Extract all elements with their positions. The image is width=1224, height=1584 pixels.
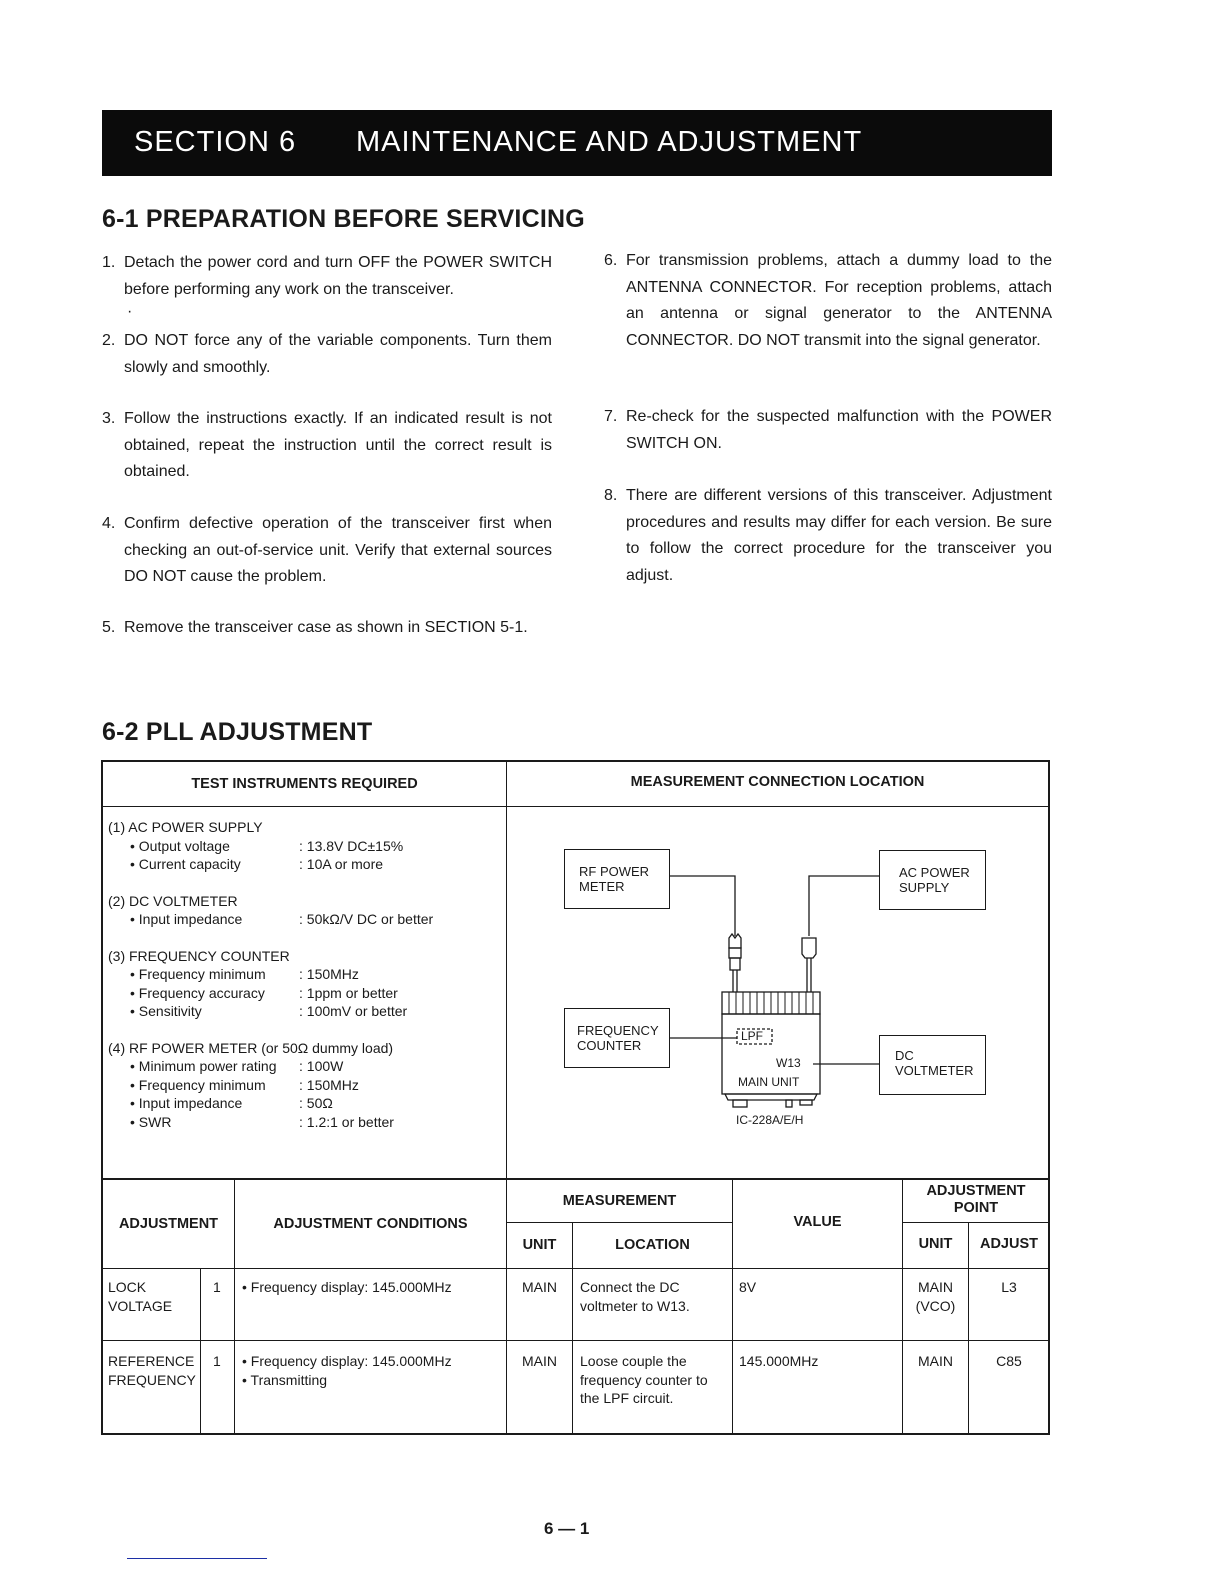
dc-voltmeter-box: [879, 1035, 986, 1095]
spec-key: • SWR: [130, 1113, 172, 1130]
list-item: [102, 406, 552, 486]
adjustment-point-header: ADJUSTMENT POINT: [926, 1183, 1026, 1216]
box-label: AC POWER: [899, 865, 970, 880]
rf-power-meter-box: [564, 849, 670, 909]
spec-row: [108, 1076, 503, 1095]
location-header: LOCATION: [615, 1237, 690, 1253]
spec-value: : 50Ω: [299, 1095, 333, 1111]
list-item: [604, 404, 1052, 457]
spec-value: : 150MHz: [299, 966, 359, 982]
page-number: 6 — 1: [544, 1519, 590, 1538]
ac-power-supply-box: [879, 850, 986, 910]
measurement-unit-header: UNIT: [522, 1237, 557, 1253]
adjust-header: ADJUST: [979, 1236, 1038, 1252]
cell-line: Connect the DC: [580, 1279, 680, 1295]
spec-row: [108, 910, 503, 929]
stray-dot: ·: [127, 303, 133, 320]
spec-row: [108, 1057, 503, 1076]
instruments-header: TEST INSTRUMENTS REQUIRED: [191, 776, 418, 792]
spec-row: [108, 984, 503, 1003]
measurement-header: MEASUREMENT: [562, 1193, 677, 1209]
item-text: Confirm defective operation of the transceiver first when checking an out-of-service unit. Verify that external sources DO NOT cause the problem.: [124, 515, 552, 585]
adj-unit-cell: [903, 1278, 968, 1315]
item-text: Re-check for the suspected malfunction with the POWER SWITCH ON.: [626, 408, 1052, 452]
box-label: COUNTER: [577, 1038, 642, 1053]
box-label: DC: [895, 1048, 914, 1063]
box-label: SUPPLY: [899, 880, 950, 895]
spec-key: • Sensitivity: [130, 1003, 202, 1019]
step-cell: 1: [213, 1279, 221, 1295]
spec-row: [108, 837, 503, 856]
cell-line: VOLTAGE: [108, 1297, 173, 1314]
section-number: SECTION 6: [134, 126, 297, 158]
item-number: 1.: [102, 254, 116, 271]
cell-line: LOCK: [108, 1279, 147, 1295]
conditions-cell: [242, 1278, 452, 1297]
cell-line: (VCO): [915, 1297, 956, 1314]
cell-line: voltmeter to W13.: [580, 1297, 690, 1314]
item-text: DO NOT force any of the variable components. Turn them slowly and smoothly.: [124, 332, 552, 376]
item-text: Remove the transceiver case as shown in SECTION 5-1.: [124, 619, 528, 636]
model-label: IC-228A/E/H: [736, 1113, 804, 1127]
spec-key: • Frequency minimum: [130, 1076, 266, 1093]
lpf-label: LPF: [741, 1029, 764, 1043]
adj-unit-header: UNIT: [918, 1236, 953, 1252]
cell-line: REFERENCE: [108, 1353, 195, 1369]
cell-line: frequency counter to: [580, 1371, 708, 1388]
spec-row: [108, 965, 503, 984]
spec-key: • Input impedance: [130, 911, 243, 927]
value-header: VALUE: [793, 1214, 842, 1230]
heading-6-2: 6-2 PLL ADJUSTMENT: [102, 718, 373, 746]
spec-key: • Current capacity: [130, 856, 241, 872]
item-text: Follow the instructions exactly. If an indicated result is not obtained, repeat the instruction until the correct result is obtained.: [124, 410, 552, 480]
conditions-cell: [242, 1352, 452, 1389]
item-text: For transmission problems, attach a dummy load to the ANTENNA CONNECTOR. For reception problems, attach an antenna or signal generator to the ANTENNA CONNECTOR. DO NOT transmit into the signal generator.: [626, 252, 1052, 349]
value-cell: 8V: [739, 1279, 757, 1295]
spec-row: [108, 1113, 503, 1132]
adjustment-header: ADJUSTMENT: [118, 1216, 219, 1232]
box-label: VOLTMETER: [895, 1063, 974, 1078]
spec-row: [108, 1002, 503, 1021]
frequency-counter-box: [564, 1008, 670, 1068]
spec-row: [108, 1094, 503, 1113]
list-item: [604, 483, 1052, 589]
conditions-header: ADJUSTMENT CONDITIONS: [273, 1216, 468, 1232]
value-cell: 145.000MHz: [739, 1353, 819, 1369]
cell-line: • Frequency display: 145.000MHz: [242, 1353, 452, 1369]
spec-value: : 1ppm or better: [299, 984, 398, 1001]
spec-key: • Frequency accuracy: [130, 984, 265, 1001]
cell-line: MAIN: [918, 1353, 953, 1369]
spec-value: : 1.2:1 or better: [299, 1113, 394, 1130]
item-number: 4.: [102, 515, 116, 532]
spec-key: • Output voltage: [130, 837, 230, 854]
footnote-rule: [127, 1558, 267, 1559]
instruments-list: [108, 818, 503, 1131]
main-unit-label: MAIN UNIT: [738, 1075, 800, 1089]
instrument-title: (1) AC POWER SUPPLY: [108, 819, 263, 835]
w13-label: W13: [776, 1056, 801, 1070]
cell-line: FREQUENCY: [108, 1371, 196, 1388]
box-label: FREQUENCY: [577, 1023, 659, 1038]
location-cell: [580, 1352, 708, 1408]
list-item: [102, 615, 552, 642]
item-number: 3.: [102, 410, 116, 427]
spec-value: : 150MHz: [299, 1076, 359, 1093]
section-banner: [102, 110, 1052, 176]
spec-value: : 50kΩ/V DC or better: [299, 911, 434, 927]
item-number: 8.: [604, 487, 618, 504]
cell-line: Loose couple the: [580, 1353, 687, 1369]
item-text: Detach the power cord and turn OFF the POWER SWITCH before performing any work on the transceiver.: [124, 254, 552, 298]
item-number: 5.: [102, 619, 116, 636]
list-item: [102, 511, 552, 591]
spec-value: : 10A or more: [299, 856, 384, 872]
heading-6-1: 6-1 PREPARATION BEFORE SERVICING: [102, 205, 585, 233]
item-number: 2.: [102, 332, 116, 349]
adjust-cell: C85: [996, 1353, 1022, 1369]
box-label: METER: [579, 879, 625, 894]
instrument-title: (4) RF POWER METER (or 50Ω dummy load): [108, 1039, 394, 1056]
item-number: 7.: [604, 408, 618, 425]
section-title: MAINTENANCE AND ADJUSTMENT: [356, 126, 863, 158]
list-item: [102, 328, 552, 381]
spec-key: • Minimum power rating: [130, 1058, 277, 1074]
unit-cell: MAIN: [522, 1279, 557, 1295]
instrument-title: (2) DC VOLTMETER: [108, 892, 238, 909]
box-label: RF POWER: [579, 864, 650, 879]
spec-key: • Input impedance: [130, 1095, 243, 1111]
adjustment-cell: [108, 1278, 172, 1315]
unit-cell: MAIN: [522, 1353, 557, 1369]
connection-header: MEASUREMENT CONNECTION LOCATION: [630, 774, 925, 790]
cell-line: the LPF circuit.: [580, 1390, 674, 1406]
spec-value: : 100W: [299, 1058, 344, 1074]
location-cell: [580, 1278, 690, 1315]
cell-line: • Frequency display: 145.000MHz: [242, 1279, 452, 1295]
spec-value: : 100mV or better: [299, 1003, 408, 1019]
list-item: [102, 250, 552, 303]
instrument-title: (3) FREQUENCY COUNTER: [108, 947, 290, 964]
spec-key: • Frequency minimum: [130, 966, 266, 982]
adj-unit-cell: [903, 1352, 968, 1371]
item-number: 6.: [604, 252, 618, 269]
list-item: [604, 248, 1052, 354]
step-cell: 1: [213, 1353, 221, 1369]
item-text: There are different versions of this transceiver. Adjustment procedures and results may differ for each version. Be sure to follow the correct procedure for the transceiver you adjust.: [626, 487, 1052, 584]
spec-row: [108, 855, 503, 874]
cell-line: MAIN: [918, 1279, 953, 1295]
adjust-cell: L3: [1001, 1279, 1017, 1295]
cell-line: • Transmitting: [242, 1371, 328, 1388]
adjustment-cell: [108, 1352, 196, 1389]
spec-value: : 13.8V DC±15%: [299, 837, 404, 854]
